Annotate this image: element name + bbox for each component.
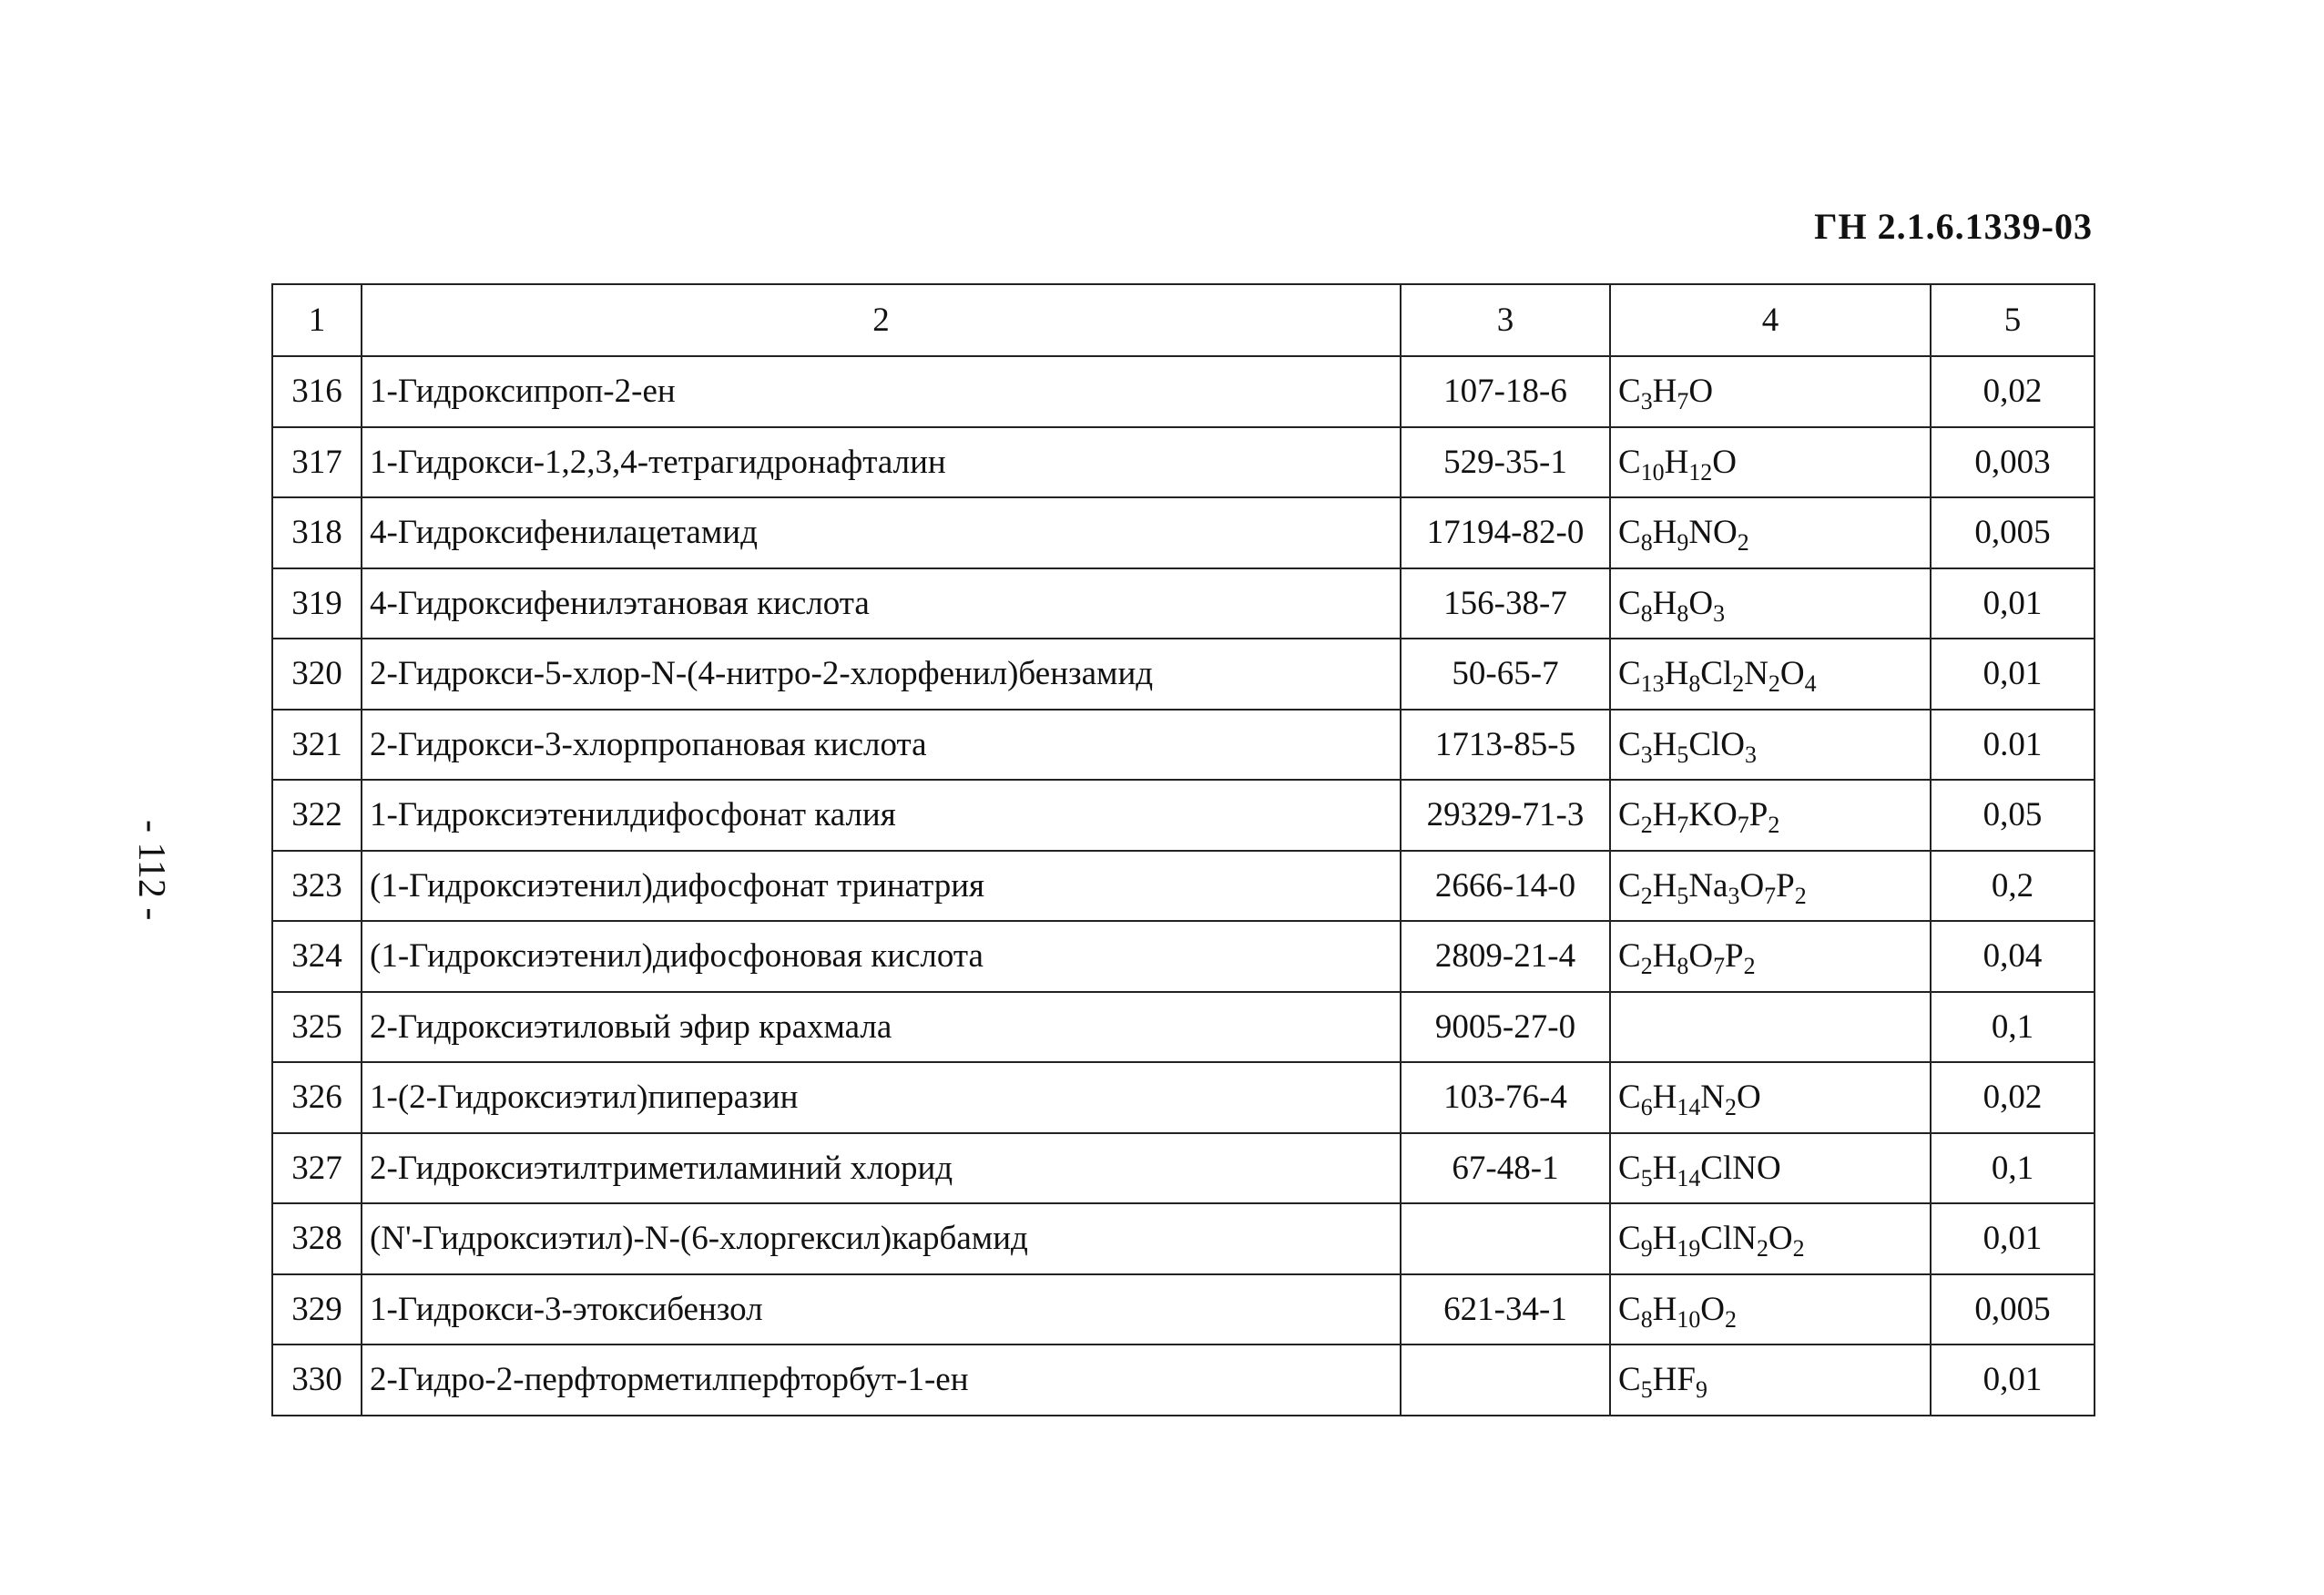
substance-name-cell: 2-Гидрокси-5-хлор-N-(4-нитро-2-хлорфенил)бензамид [362, 639, 1401, 710]
row-number-cell: 329 [272, 1274, 362, 1345]
table-row [272, 568, 2095, 639]
value-cell: 0,01 [1931, 1345, 2095, 1416]
formula-cell: $C_{10}H_{12}O$ [1610, 427, 1931, 498]
cas-number-cell [1401, 1203, 1610, 1274]
substance-name-cell: 4-Гидроксифенилэтановая кислота [362, 568, 1401, 639]
table-row [272, 992, 2095, 1063]
column-header-number: 1 [272, 284, 362, 356]
cas-number-cell: 50-65-7 [1401, 639, 1610, 710]
formula-cell: $C_6H_{14}N_2O$ [1610, 1062, 1931, 1133]
cas-number-cell: 107-18-6 [1401, 356, 1610, 427]
cas-number-cell [1401, 1345, 1610, 1416]
substance-name-cell: (N'-Гидроксиэтил)-N-(6-хлоргексил)карбамид [362, 1203, 1401, 1274]
formula-cell: $C_2H_5Na_3O_7P_2$ [1610, 851, 1931, 922]
row-number-cell: 323 [272, 851, 362, 922]
cas-number-cell: 529-35-1 [1401, 427, 1610, 498]
substance-name-cell: 2-Гидро-2-перфторметилперфторбут-1-ен [362, 1345, 1401, 1416]
cas-number-cell: 67-48-1 [1401, 1133, 1610, 1204]
row-number-cell: 317 [272, 427, 362, 498]
value-cell: 0,05 [1931, 780, 2095, 851]
substance-name-cell: 4-Гидроксифенилацетамид [362, 497, 1401, 568]
cas-number-cell: 17194-82-0 [1401, 497, 1610, 568]
substance-name-cell: 1-Гидрокси-3-этоксибензол [362, 1274, 1401, 1345]
value-cell: 0,01 [1931, 1203, 2095, 1274]
formula-cell: $C_{13}H_8Cl_2N_2O_4$ [1610, 639, 1931, 710]
table-row [272, 427, 2095, 498]
cas-number-cell: 2666-14-0 [1401, 851, 1610, 922]
value-cell: 0,02 [1931, 1062, 2095, 1133]
column-header-name: 2 [362, 284, 1401, 356]
table-row [272, 497, 2095, 568]
formula-cell: $C_5HF_9$ [1610, 1345, 1931, 1416]
table-row [272, 780, 2095, 851]
table-row [272, 639, 2095, 710]
formula-cell: $C_9H_{19}ClN_2O_2$ [1610, 1203, 1931, 1274]
substance-name-cell: 2-Гидрокси-3-хлорпропановая кислота [362, 710, 1401, 781]
formula-cell: $C_8H_8O_3$ [1610, 568, 1931, 639]
row-number-cell: 325 [272, 992, 362, 1063]
formula-cell: $C_3H_7O$ [1610, 356, 1931, 427]
table-row [272, 921, 2095, 992]
table-row [272, 1345, 2095, 1416]
column-header-formula: 4 [1610, 284, 1931, 356]
value-cell: 0,1 [1931, 1133, 2095, 1204]
table-header-row [272, 284, 2095, 356]
formula-cell: $C_8H_9NO_2$ [1610, 497, 1931, 568]
table-row [272, 1133, 2095, 1204]
table-row [272, 710, 2095, 781]
value-cell: 0,01 [1931, 639, 2095, 710]
row-number-cell: 330 [272, 1345, 362, 1416]
table-row [272, 1062, 2095, 1133]
formula-cell: $C_2H_8O_7P_2$ [1610, 921, 1931, 992]
row-number-cell: 318 [272, 497, 362, 568]
table-body [272, 356, 2095, 1416]
value-cell: 0,04 [1931, 921, 2095, 992]
substance-name-cell: (1-Гидроксиэтенил)дифосфоновая кислота [362, 921, 1401, 992]
substances-table [271, 283, 2095, 1416]
value-cell: 0.01 [1931, 710, 2095, 781]
value-cell: 0,1 [1931, 992, 2095, 1063]
row-number-cell: 316 [272, 356, 362, 427]
formula-cell: $C_8H_{10}O_2$ [1610, 1274, 1931, 1345]
column-header-cas: 3 [1401, 284, 1610, 356]
value-cell: 0,01 [1931, 568, 2095, 639]
substance-name-cell: (1-Гидроксиэтенил)дифосфонат тринатрия [362, 851, 1401, 922]
cas-number-cell: 2809-21-4 [1401, 921, 1610, 992]
formula-cell: $C_3H_5ClO_3$ [1610, 710, 1931, 781]
table-row [272, 1203, 2095, 1274]
formula-cell [1610, 992, 1931, 1063]
cas-number-cell: 103-76-4 [1401, 1062, 1610, 1133]
cas-number-cell: 156-38-7 [1401, 568, 1610, 639]
formula-cell: $C_2H_7KO_7P_2$ [1610, 780, 1931, 851]
cas-number-cell: 29329-71-3 [1401, 780, 1610, 851]
substance-name-cell: 1-Гидрокси-1,2,3,4-тетрагидронафталин [362, 427, 1401, 498]
row-number-cell: 328 [272, 1203, 362, 1274]
table-row [272, 356, 2095, 427]
value-cell: 0,2 [1931, 851, 2095, 922]
table-row [272, 851, 2095, 922]
substance-name-cell: 1-Гидроксиэтенилдифосфонат калия [362, 780, 1401, 851]
substance-name-cell: 1-(2-Гидроксиэтил)пиперазин [362, 1062, 1401, 1133]
row-number-cell: 321 [272, 710, 362, 781]
column-header-value: 5 [1931, 284, 2095, 356]
row-number-cell: 324 [272, 921, 362, 992]
value-cell: 0,02 [1931, 356, 2095, 427]
value-cell: 0,005 [1931, 497, 2095, 568]
cas-number-cell: 9005-27-0 [1401, 992, 1610, 1063]
table-row [272, 1274, 2095, 1345]
row-number-cell: 327 [272, 1133, 362, 1204]
row-number-cell: 326 [272, 1062, 362, 1133]
value-cell: 0,003 [1931, 427, 2095, 498]
document-code: ГН 2.1.6.1339-03 [1814, 206, 2093, 247]
row-number-cell: 320 [272, 639, 362, 710]
formula-cell: $C_5H_{14}ClNO$ [1610, 1133, 1931, 1204]
row-number-cell: 319 [272, 568, 362, 639]
page-number: - 112 - [130, 820, 172, 921]
substance-name-cell: 2-Гидроксиэтиловый эфир крахмала [362, 992, 1401, 1063]
substance-name-cell: 1-Гидроксипроп-2-ен [362, 356, 1401, 427]
value-cell: 0,005 [1931, 1274, 2095, 1345]
substance-name-cell: 2-Гидроксиэтилтриметиламиний хлорид [362, 1133, 1401, 1204]
cas-number-cell: 621-34-1 [1401, 1274, 1610, 1345]
cas-number-cell: 1713-85-5 [1401, 710, 1610, 781]
row-number-cell: 322 [272, 780, 362, 851]
